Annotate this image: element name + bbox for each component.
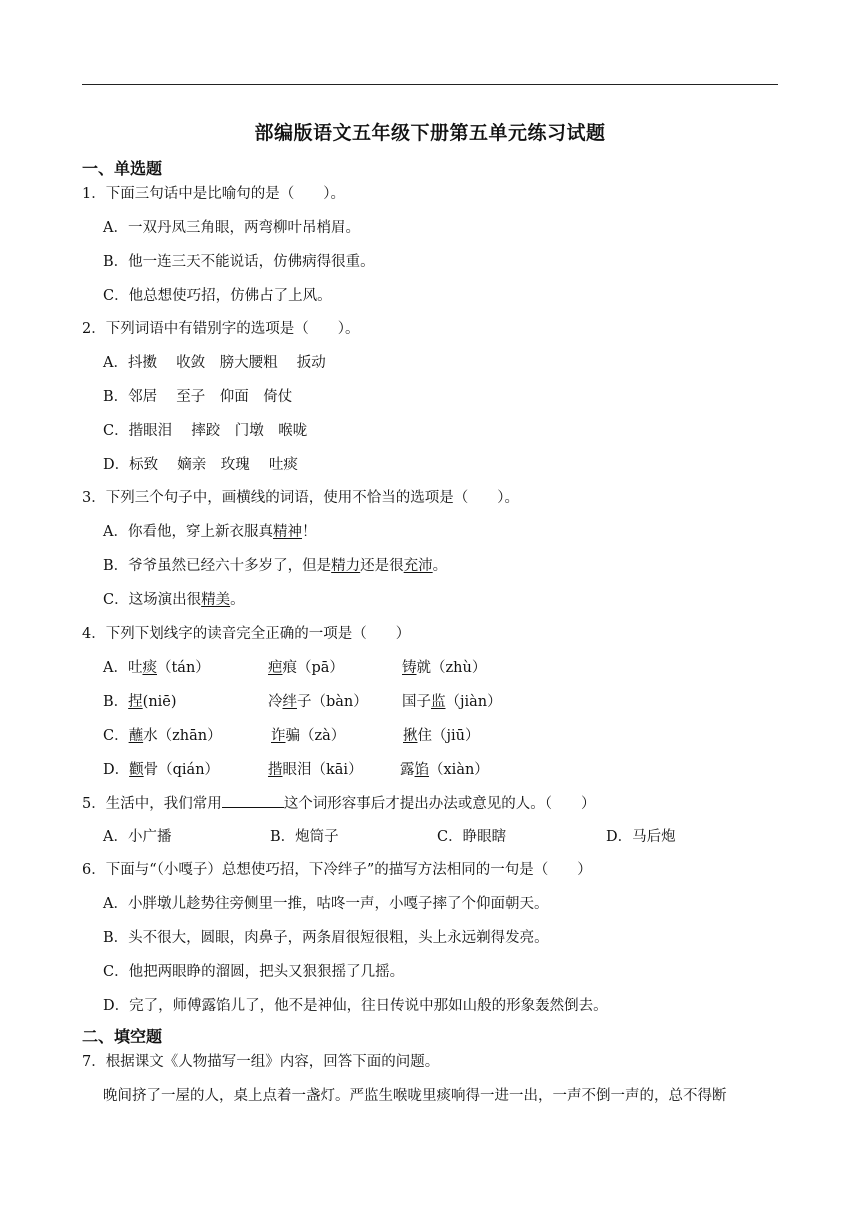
section-heading-fill-blank: 二、填空题 [82,1027,163,1046]
q2-option-a: A．抖擞 收敛 膀大腰粗 扳动 [103,355,326,371]
answer-blank [222,793,284,808]
underlined-word: 精神 [272,524,302,540]
q3-option-a: A．你看他，穿上新衣服真精神！ [103,524,317,540]
underlined-word: 充沛 [403,558,433,574]
q3-option-b: B．爷爷虽然已经六十多岁了，但是精力还是很充沛。 [103,558,448,574]
q3-option-c: C．这场演出很精美。 [103,592,245,608]
q7-passage: 晚间挤了一屋的人，桌上点着一盏灯。严监生喉咙里痰响得一进一出，一声不倒一声的，总不得断 [103,1088,727,1104]
q5-option-c: C．睁眼瞎 [437,829,507,845]
q6-option-c: C．他把两眼睁的溜圆，把头又狠狠摇了几摇。 [103,964,405,980]
question-7: 7．根据课文《人物描写一组》内容，回答下面的问题。 [82,1054,440,1070]
underlined-word: 精美 [201,592,231,608]
q5-option-a: A．小广播 [103,829,172,845]
q5-option-d: D．马后炮 [606,829,676,845]
q2-option-b: B．邻居 至子 仰面 倚仗 [103,389,293,405]
q1-option-b: B．他一连三天不能说话，仿佛病得很重。 [103,254,375,270]
header-rule [82,84,778,85]
question-4: 4．下列下划线字的读音完全正确的一项是（ ） [82,626,411,642]
page-title: 部编版语文五年级下册第五单元练习试题 [254,122,606,144]
question-3: 3．下列三个句子中，画横线的词语，使用不恰当的选项是（ ）。 [82,490,519,506]
section-heading-single-choice: 一、单选题 [82,159,163,178]
q5-option-b: B．炮筒子 [270,829,339,845]
q1-option-c: C．他总想使巧招，仿佛占了上风。 [103,288,332,304]
q6-option-d: D．完了，师傅露馅儿了，他不是神仙，往日传说中那如山般的形象轰然倒去。 [103,998,608,1014]
q2-option-c: C．揩眼泪 摔跤 门墩 喉咙 [103,423,308,439]
q2-option-d: D．标致 嫡亲 玫瑰 吐痰 [103,457,298,473]
q1-option-a: A．一双丹凤三角眼，两弯柳叶吊梢眉。 [103,220,360,236]
question-1: 1．下面三句话中是比喻句的是（ ）。 [82,186,345,202]
question-6: 6．下面与“（小嘎子）总想使巧招，下冷绊子”的描写方法相同的一句是（ ） [82,862,592,878]
q6-option-a: A．小胖墩儿趁势往旁侧里一推，咕咚一声，小嘎子摔了个仰面朝天。 [103,896,549,912]
q6-option-b: B．头不很大，圆眼，肉鼻子，两条眉很短很粗，头上永远剃得发亮。 [103,930,549,946]
question-2: 2．下列词语中有错别字的选项是（ ）。 [82,321,360,337]
question-5: 5．生活中，我们常用 这个词形容事后才提出办法或意见的人。（ ） [82,793,595,814]
underlined-word: 精力 [331,558,361,574]
